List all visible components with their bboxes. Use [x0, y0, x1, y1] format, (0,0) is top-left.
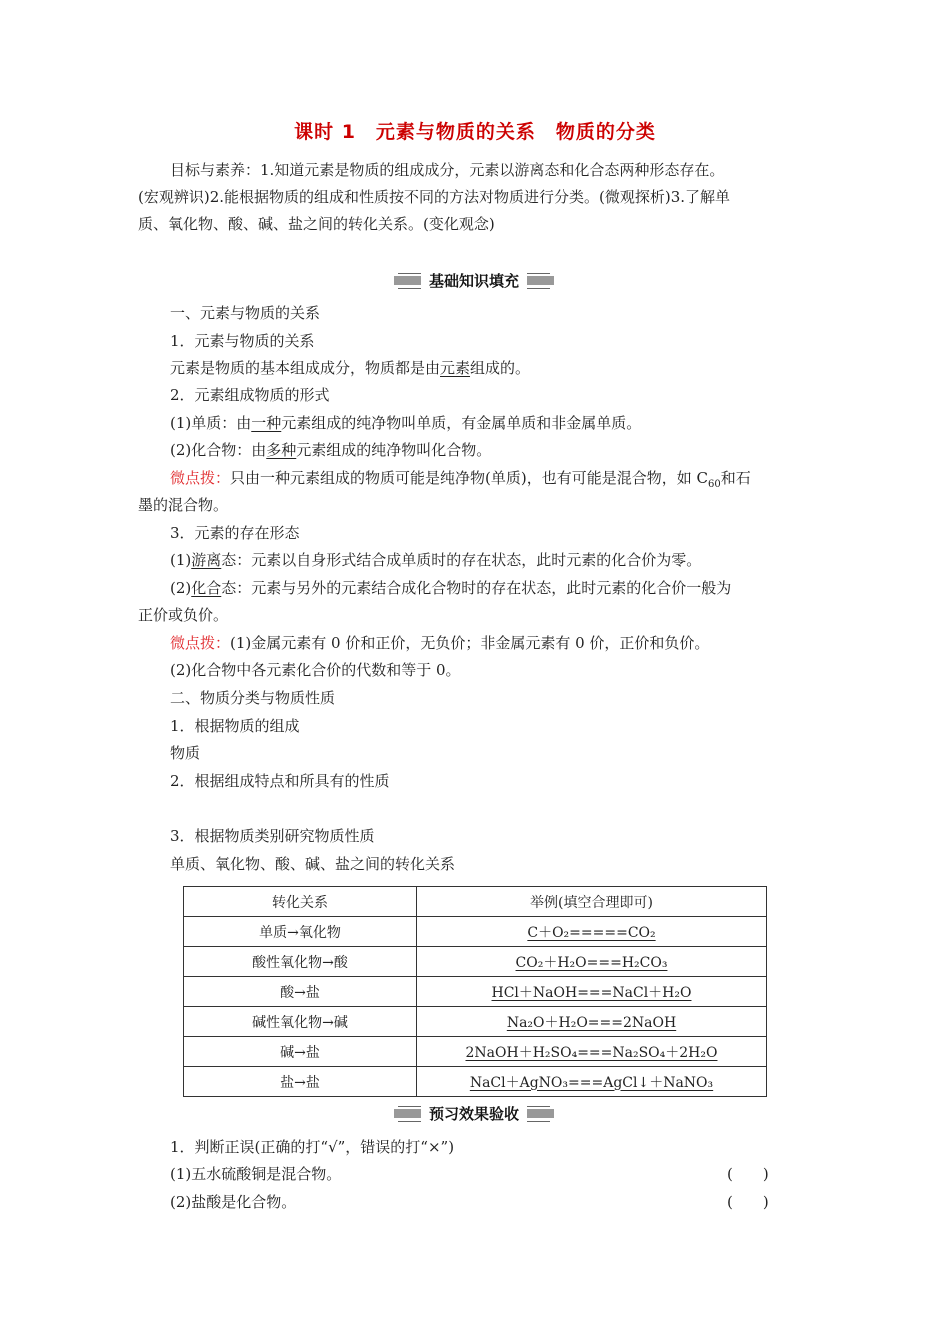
- table-cell: 酸性氧化物→酸: [184, 947, 417, 977]
- answer: C＋O₂=====CO₂: [527, 924, 656, 941]
- paragraph: [170, 358, 530, 378]
- list-item-continued: 正价或负价。: [138, 606, 229, 624]
- goals-line-2: (宏观辨识)2.能根据物质的组成和性质按不同的方法对物质进行分类。(微观探析)3.了解单: [138, 188, 731, 206]
- answer: NaCl＋AgNO₃===AgCl↓＋NaNO₃: [469, 1074, 714, 1091]
- banner-label: 基础知识填充: [421, 270, 527, 291]
- subheading: 2．根据组成特点和所具有的性质: [170, 772, 390, 790]
- text: (1): [170, 551, 192, 569]
- section-heading-2: 二、物质分类与物质性质: [170, 689, 336, 707]
- table-row: [184, 917, 767, 947]
- list-item: [170, 550, 701, 570]
- blank-answer: 元素: [440, 359, 471, 377]
- text: 元素是物质的基本组成成分，物质都是由: [170, 359, 441, 377]
- answer-blank: ( ): [727, 1193, 769, 1211]
- table-cell: [417, 977, 767, 1007]
- text: 态：元素以自身形式结合成单质时的存在状态，此时元素的化合价为零。: [221, 551, 702, 569]
- conversion-table: [183, 886, 767, 1097]
- blank-answer: 化合: [191, 579, 222, 597]
- table-header: 举例(填空合理即可): [417, 887, 767, 917]
- section-banner-basics: [394, 268, 554, 292]
- blank-answer: 一种: [251, 414, 282, 432]
- table-row: [184, 977, 767, 1007]
- tip-label: 微点拨：: [170, 634, 231, 652]
- table-row: [184, 1067, 767, 1097]
- blank-answer: 游离: [191, 551, 222, 569]
- table-cell: 盐→盐: [184, 1067, 417, 1097]
- section-heading-1: 一、元素与物质的关系: [170, 304, 321, 322]
- text: 元素组成的纯净物叫化合物。: [296, 441, 492, 459]
- list-item: [170, 440, 491, 460]
- table-cell: 碱→盐: [184, 1037, 417, 1067]
- text: 态：元素与另外的元素结合成化合物时的存在状态，此时元素的化合价一般为: [221, 579, 732, 597]
- text: 和石: [720, 469, 751, 487]
- subheading: 1．元素与物质的关系: [170, 332, 315, 350]
- text: 只由一种元素组成的物质可能是纯净物(单质)，也有可能是混合物，如 C: [230, 469, 708, 487]
- answer: Na₂O＋H₂O===2NaOH: [506, 1014, 677, 1031]
- subheading: 1．根据物质的组成: [170, 717, 300, 735]
- text: 组成的。: [470, 359, 531, 377]
- table-row: [184, 1007, 767, 1037]
- goals-line-1: 目标与素养：1.知道元素是物质的组成成分，元素以游离态和化合态两种形态存在。: [170, 161, 725, 179]
- answer: CO₂＋H₂O===H₂CO₃: [515, 954, 668, 971]
- answer: 2NaOH＋H₂SO₄===Na₂SO₄＋2H₂O: [465, 1044, 718, 1061]
- table-cell: 单质→氧化物: [184, 917, 417, 947]
- subscript: 60: [707, 479, 721, 490]
- answer-blank: ( ): [727, 1165, 769, 1183]
- text: 元素组成的纯净物叫单质，有金属单质和非金属单质。: [281, 414, 642, 432]
- paragraph: 物质: [170, 744, 201, 762]
- table-cell: [417, 1007, 767, 1037]
- text: (1)金属元素有 0 价和正价，无负价；非金属元素有 0 价，正价和负价。: [230, 634, 710, 652]
- answer: HCl＋NaOH===NaCl＋H₂O: [491, 984, 692, 1001]
- table-cell: 酸→盐: [184, 977, 417, 1007]
- table-row: [184, 1037, 767, 1067]
- table-cell: [417, 917, 767, 947]
- table-header: 转化关系: [184, 887, 417, 917]
- tip-line-continued: 墨的混合物。: [138, 496, 229, 514]
- subheading: 2．元素组成物质的形式: [170, 386, 330, 404]
- table-cell: [417, 947, 767, 977]
- blank-answer: 多种: [266, 441, 297, 459]
- subheading: 3．元素的存在形态: [170, 524, 300, 542]
- quiz-item: (2)盐酸是化合物。: [170, 1193, 297, 1211]
- table-header-row: [184, 887, 767, 917]
- page-title: 课时 1 元素与物质的关系 物质的分类: [294, 121, 656, 143]
- tip-line: [170, 468, 751, 495]
- tip-line: (2)化合物中各元素化合价的代数和等于 0。: [170, 661, 461, 679]
- question: 1．判断正误(正确的打“√”，错误的打“×”): [170, 1138, 455, 1156]
- quiz-item: (1)五水硫酸铜是混合物。: [170, 1165, 342, 1183]
- goals-line-3: 质、氧化物、酸、碱、盐之间的转化关系。(变化观念): [138, 215, 495, 233]
- paragraph: 单质、氧化物、酸、碱、盐之间的转化关系: [170, 855, 456, 873]
- text: (2)化合物：由: [170, 441, 267, 459]
- table-cell: [417, 1037, 767, 1067]
- tip-label: 微点拨：: [170, 469, 231, 487]
- subheading: 3．根据物质类别研究物质性质: [170, 827, 375, 845]
- list-item: [170, 413, 641, 433]
- table-row: [184, 947, 767, 977]
- text: (2): [170, 579, 192, 597]
- table-cell: 碱性氧化物→碱: [184, 1007, 417, 1037]
- text: (1)单质：由: [170, 414, 252, 432]
- banner-label: 预习效果验收: [421, 1103, 527, 1124]
- tip-line: [170, 633, 709, 653]
- list-item: [170, 578, 731, 598]
- section-banner-quiz: [394, 1101, 554, 1125]
- table-cell: [417, 1067, 767, 1097]
